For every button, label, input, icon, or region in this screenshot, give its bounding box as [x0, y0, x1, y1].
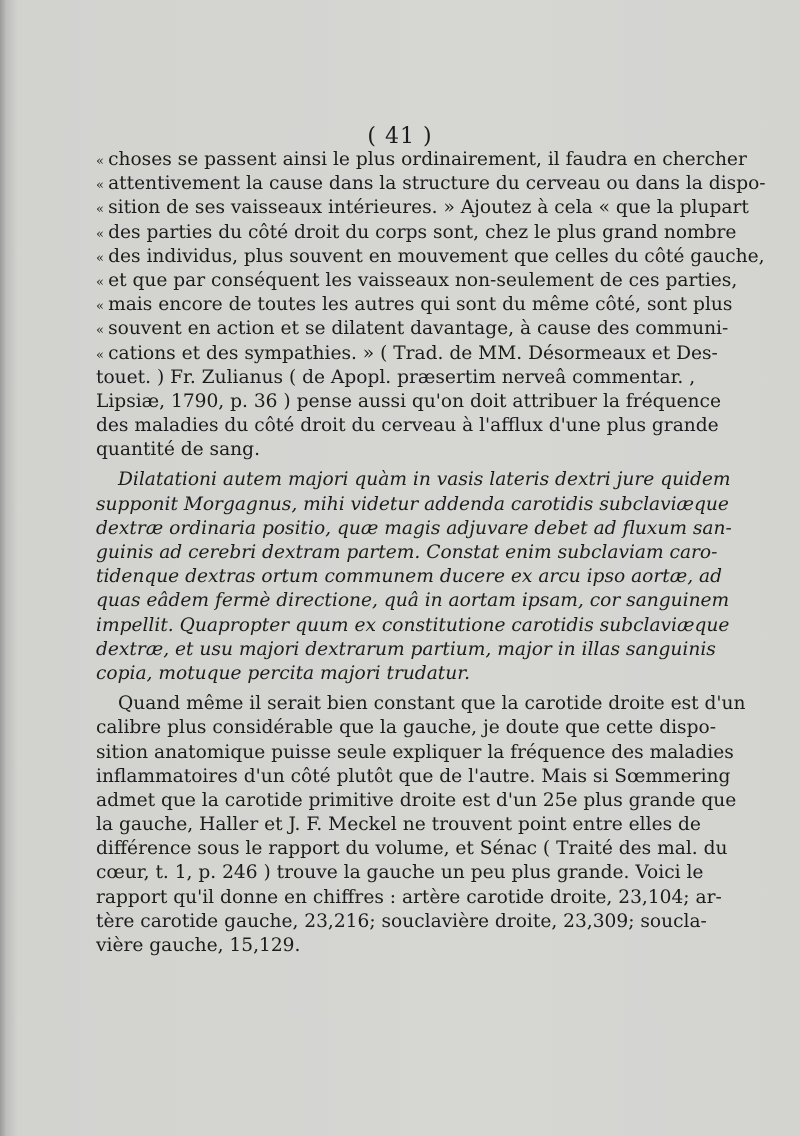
text-line: tère carotide gauche, 23,216; souclavière droite, 23,309; soucla- — [96, 910, 707, 932]
body-text — [96, 148, 766, 958]
text-line: « des parties du côté droit du corps sont, chez le plus grand nombre — [96, 221, 648, 245]
text-line: impellit. Quapropter quum ex constitutione carotidis subclaviæque — [96, 614, 730, 636]
text-line: Quand même il serait bien constant que la carotide droite est d'un — [118, 693, 746, 715]
text-line: la gauche, Haller et J. F. Meckel ne trouvent point entre elles de — [96, 814, 701, 836]
text-line: « choses se passent ainsi le plus ordinairement, il faudra en chercher — [96, 148, 648, 172]
page-number: ( 41 ) — [367, 124, 433, 149]
text-line: Dilatationi autem majori quàm in vasis lateris dextri jure quidem — [118, 469, 731, 491]
text-line: copia, motuque percita majori trudatur. — [96, 662, 470, 684]
text-line: dextræ, et usu majori dextrarum partium, major in illas sanguinis — [96, 638, 716, 660]
text-line: quas eâdem fermè directione, quâ in aortam ipsam, cor sanguinem — [96, 590, 730, 612]
text-line: « cations et des sympathies. » ( Trad. de MM. Désormeaux et Des- — [96, 342, 648, 366]
text-line: « sition de ses vaisseaux intérieures. » Ajoutez à cela « que la plupart — [96, 196, 648, 220]
text-line: dextræ ordinaria positio, quæ magis adjuvare debet ad fluxum san- — [96, 517, 732, 539]
text-line: vière gauche, 15,129. — [96, 935, 301, 956]
text-line: touet. ) Fr. Zulianus ( de Apopl. præsertim nerveâ commentar. , — [96, 366, 696, 388]
text-line: admet que la carotide primitive droite est d'un 25e plus grande que — [96, 789, 737, 811]
text-line: guinis ad cerebri dextram partem. Constat enim subclaviam caro- — [96, 542, 718, 563]
text-line: « des individus, plus souvent en mouvement que celles du côté gauche, — [96, 245, 648, 269]
text-line: Lipsiæ, 1790, p. 36 ) pense aussi qu'on doit attribuer la fréquence — [96, 390, 721, 412]
text-line: tidenque dextras ortum communem ducere ex arcu ipso aortæ, ad — [96, 566, 723, 588]
text-line: des maladies du côté droit du cerveau à l'afflux d'une plus grande — [96, 415, 719, 437]
text-line: inflammatoires d'un côté plutôt que de l'autre. Mais si Sœmmering — [96, 765, 731, 787]
text-line: calibre plus considérable que la gauche, je doute que cette dispo- — [96, 717, 716, 739]
text-line: cœur, t. 1, p. 246 ) trouve la gauche un peu plus grande. Voici le — [96, 862, 704, 884]
text-line: rapport qu'il donne en chiffres : artère carotide droite, 23,104; ar- — [96, 886, 722, 908]
text-line: sition anatomique puisse seule expliquer la fréquence des maladies — [96, 741, 734, 763]
text-line: supponit Morgagnus, mihi videtur addenda carotidis subclaviæque — [96, 493, 729, 515]
text-line: « mais encore de toutes les autres qui sont du même côté, sont plus — [96, 293, 648, 317]
text-line: « et que par conséquent les vaisseaux non-seulement de ces parties, — [96, 269, 648, 293]
text-line: différence sous le rapport du volume, et Sénac ( Traité des mal. du — [96, 838, 728, 860]
text-line: « souvent en action et se dilatent davantage, à cause des communi- — [96, 317, 648, 341]
text-line: « attentivement la cause dans la structure du cerveau ou dans la dispo- — [96, 172, 648, 196]
text-line: quantité de sang. — [96, 439, 260, 461]
